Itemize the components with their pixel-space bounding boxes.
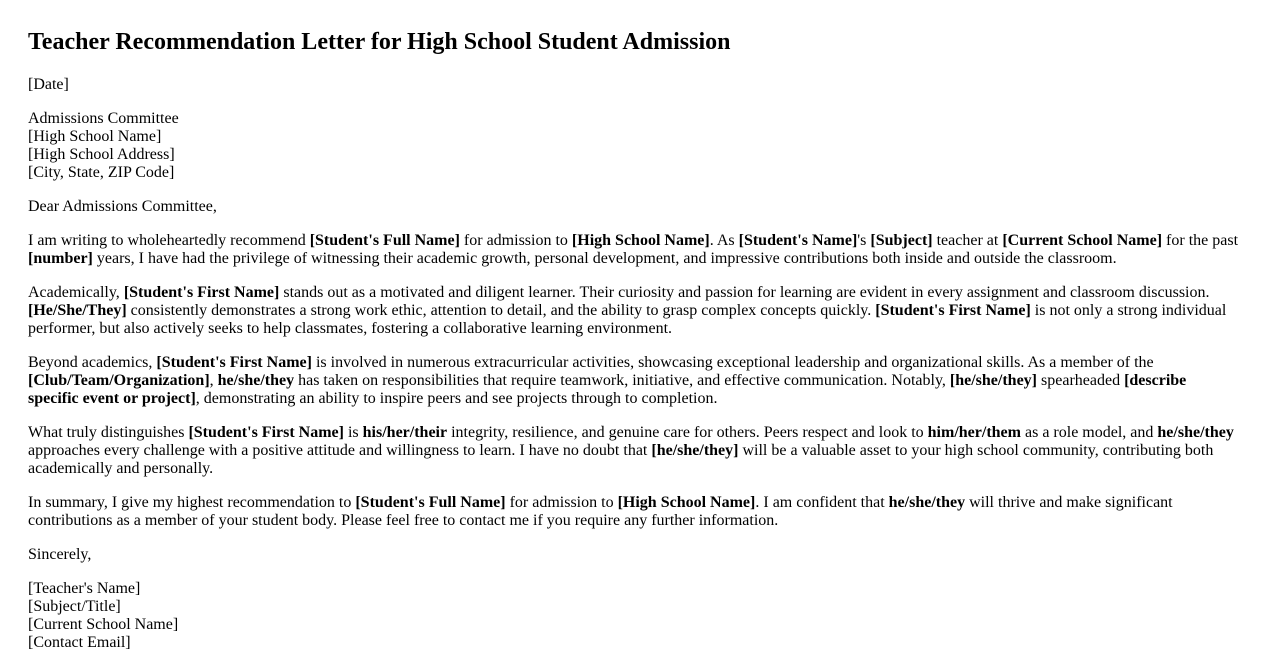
letter-paragraph: In summary, I give my highest recommendation to [Student's Full Name] for admission to [High School Name]. I am confident that he/she/they will thrive and make significant contributions as a member of your student body. Please feel free to contact me if you require any further information. <box>28 494 1173 529</box>
placeholder-bold: he/she/they <box>888 494 966 511</box>
placeholder-bold: he/she/they <box>217 372 295 389</box>
recipient-line: [City, State, ZIP Code] <box>28 164 175 181</box>
placeholder-bold: [Student's Full Name] <box>309 232 460 249</box>
placeholder-bold: him/her/them <box>927 424 1021 441</box>
placeholder-bold: [number] <box>28 250 93 267</box>
signature-line: [Subject/Title] <box>28 598 121 615</box>
placeholder-bold: [High School Name] <box>617 494 756 511</box>
letter-body <box>28 232 1240 530</box>
signature-line: [Teacher's Name] <box>28 580 141 597</box>
placeholder-bold: he/she/they <box>1157 424 1234 441</box>
placeholder-bold: [Student's Name] <box>738 232 858 249</box>
placeholder-bold: [describe specific event or project] <box>28 372 1187 407</box>
recipient-line: Admissions Committee <box>28 110 179 127</box>
letter-paragraph: Academically, [Student's First Name] stands out as a motivated and diligent learner. Their curiosity and passion for learning are evident in every assignment and classroom discussion. [He/She/They] consistently demonstrates a strong work ethic, attention to detail, and the ability to grasp complex concepts quickly. [Student's First Name] is not only a strong individual performer, but also actively seeks to help classmates, fostering a collaborative learning environment. <box>28 284 1227 337</box>
placeholder-bold: [He/She/They] <box>28 302 127 319</box>
recipient-line: [High School Address] <box>28 146 175 163</box>
date-placeholder: [Date] <box>28 76 69 93</box>
placeholder-bold: [Student's First Name] <box>123 284 280 301</box>
placeholder-bold: [Club/Team/Organization] <box>28 372 210 389</box>
recipient-address-block <box>28 110 1240 182</box>
placeholder-bold: [Student's Full Name] <box>355 494 506 511</box>
placeholder-bold: [Student's First Name] <box>875 302 1031 319</box>
signature-line: [Contact Email] <box>28 634 131 651</box>
placeholder-bold: [he/she/they] <box>651 442 739 459</box>
placeholder-bold: [Student's First Name] <box>156 354 312 371</box>
letter-paragraph: I am writing to wholeheartedly recommend [Student's Full Name] for admission to [High School Name]. As [Student's Name]'s [Subject] teacher at [Current School Name] for the past [number] years, I have had the privilege of witnessing their academic growth, personal development, and impressive contributions both inside and outside the classroom. <box>28 232 1239 267</box>
placeholder-bold: [he/she/they] <box>949 372 1038 389</box>
signature-line: [Current School Name] <box>28 616 179 633</box>
closing: Sincerely, <box>28 546 92 563</box>
salutation: Dear Admissions Committee, <box>28 198 217 215</box>
placeholder-bold: [Current School Name] <box>1002 232 1163 249</box>
letter-paragraph: What truly distinguishes [Student's First Name] is his/her/their integrity, resilience, and genuine care for others. Peers respect and look to him/her/them as a role model, and he/she/they approaches every challenge with a positive attitude and willingness to learn. I have no doubt that [he/she/they] will be a valuable asset to your high school community, contributing both academically and personally. <box>28 424 1234 477</box>
placeholder-bold: [High School Name] <box>571 232 710 249</box>
placeholder-bold: [Subject] <box>870 232 933 249</box>
signature-block <box>28 580 1240 652</box>
letter-paragraph: Beyond academics, [Student's First Name] is involved in numerous extracurricular activities, showcasing exceptional leadership and organizational skills. As a member of the [Club/Team/Organization], he/she/they has taken on responsibilities that require teamwork, initiative, and effective communication. Notably, [he/she/they] spearheaded [describe specific event or project], demonstrating an ability to inspire peers and see projects through to completion. <box>28 354 1187 407</box>
recipient-line: [High School Name] <box>28 128 162 145</box>
placeholder-bold: [Student's First Name] <box>188 424 344 441</box>
placeholder-bold: his/her/their <box>362 424 448 441</box>
letter-title: Teacher Recommendation Letter for High School Student Admission <box>28 29 731 55</box>
